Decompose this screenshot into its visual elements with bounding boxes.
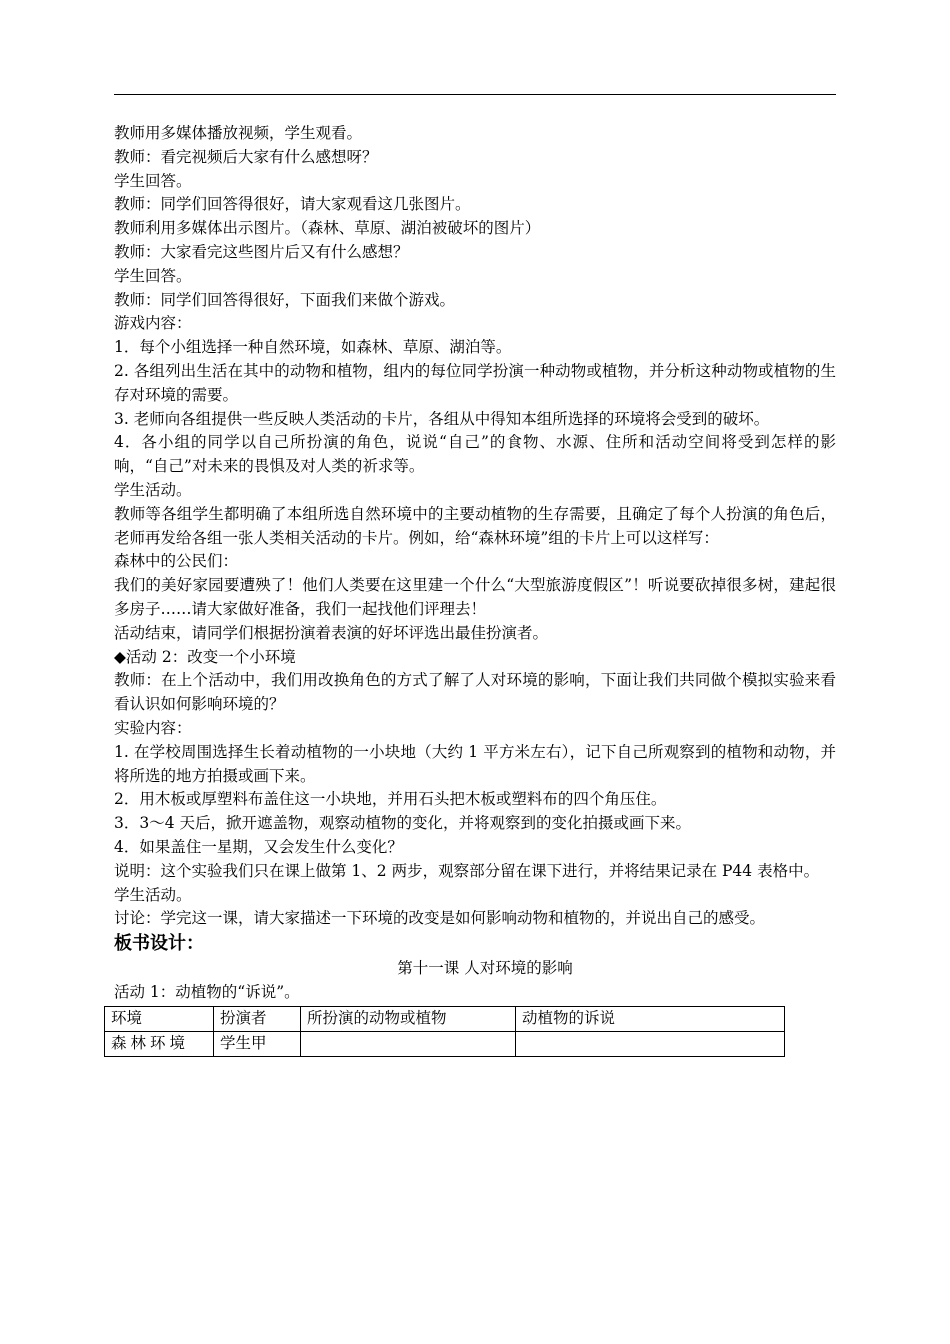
teacher-instruction: 教师等各组学生都明确了本组所选自然环境中的主要动植物的生存需要，且确定了每个人扮演的角色后，老师再发给各组一张人类相关活动的卡片。例如，给“森林环境”组的卡片上可以这样写： — [114, 504, 836, 547]
teacher-intro: 教师：在上个活动中，我们用改换角色的方式了解了人对环境的影响，下面让我们共同做个模拟实验来看看认识如何影响环境的？ — [114, 671, 836, 714]
table-cell: 学生甲 — [214, 1031, 301, 1056]
text-line: 教师：同学们回答得很好，下面我们来做个游戏。 — [114, 290, 456, 309]
experiment-step-4: 4．如果盖住一星期，又会发生什么变化？ — [114, 837, 403, 856]
header-rule — [114, 94, 836, 95]
text-line: 学生活动。 — [114, 480, 192, 499]
text-line: 游戏内容： — [114, 314, 192, 333]
card-message: 我们的美好家园要遭殃了！他们人类要在这里建一个什么“大型旅游度假区”！听说要砍掉很多树，建起很多房子……请大家做好准备，我们一起找他们评理去！ — [114, 576, 836, 618]
text-line: 学生活动。 — [114, 885, 192, 904]
table-cell — [516, 1031, 785, 1056]
table-row — [105, 1031, 785, 1056]
table-header-cell: 扮演者 — [214, 1006, 301, 1031]
table-header-cell: 所扮演的动物或植物 — [301, 1006, 516, 1031]
board-design-heading: 板书设计： — [114, 933, 204, 955]
table-cell — [301, 1031, 516, 1056]
text-line: 学生回答。 — [114, 266, 192, 285]
text-line: 教师：同学们回答得很好，请大家观看这几张图片。 — [114, 195, 471, 214]
game-step-1: 1．每个小组选择一种自然环境，如森林、草原、湖泊等。 — [114, 338, 512, 357]
text-line: 教师用多媒体播放视频，学生观看。 — [114, 124, 363, 142]
table-header-cell: 动植物的诉说 — [516, 1006, 785, 1031]
table-cell: 森林环境 — [105, 1031, 214, 1056]
text-line: 学生回答。 — [114, 171, 192, 190]
discussion: 讨论：学完这一课，请大家描述一下环境的改变是如何影响动物和植物的，并说出自己的感受。 — [114, 909, 766, 928]
board-subtitle: 活动 1：动植物的“诉说”。 — [114, 982, 300, 1001]
table-header-cell: 环境 — [105, 1006, 214, 1031]
text-line: 教师：看完视频后大家有什么感想呀？ — [114, 147, 378, 166]
activity-2-title: ◆活动 2：改变一个小环境 — [114, 647, 296, 666]
game-step-4: 4．各小组的同学以自己所扮演的角色，说说“自己”的食物、水源、住所和活动空间将受到怎样的影响，“自己”对未来的畏惧及对人类的祈求等。 — [114, 433, 836, 476]
lesson-content — [111, 122, 836, 1057]
experiment-step-1: 1. 在学校周围选择生长着动植物的一小块地（大约 1 平方米左右），记下自己所观察到的植物和动物，并将所选的地方拍摄或画下来。 — [114, 742, 836, 785]
game-step-2: 2. 各组列出生活在其中的动物和植物，组内的每位同学扮演一种动物或植物，并分析这种动物或植物的生存对环境的需要。 — [114, 361, 836, 404]
text-line: 活动结束，请同学们根据扮演着表演的好坏评选出最佳扮演者。 — [114, 623, 549, 642]
table-header-row — [105, 1006, 785, 1031]
text-line: 实验内容： — [114, 718, 192, 737]
board-table — [104, 1006, 785, 1057]
card-greeting: 森林中的公民们： — [114, 552, 239, 571]
experiment-step-3: 3．3～4 天后，掀开遮盖物，观察动植物的变化，并将观察到的变化拍摄或画下来。 — [114, 814, 692, 833]
board-title: 第十一课 人对环境的影响 — [397, 959, 573, 978]
experiment-note: 说明：这个实验我们只在课上做第 1、2 两步，观察部分留在课下进行，并将结果记录在 P44 表格中。 — [114, 861, 820, 880]
experiment-step-2: 2．用木板或厚塑料布盖住这一小块地，并用石头把木板或塑料布的四个角压住。 — [114, 790, 667, 809]
text-line: 教师利用多媒体出示图片。（森林、草原、湖泊被破坏的图片） — [114, 219, 541, 238]
text-line: 教师：大家看完这些图片后又有什么感想？ — [114, 242, 409, 261]
game-step-3: 3. 老师向各组提供一些反映人类活动的卡片，各组从中得知本组所选择的环境将会受到的破坏。 — [114, 409, 770, 428]
